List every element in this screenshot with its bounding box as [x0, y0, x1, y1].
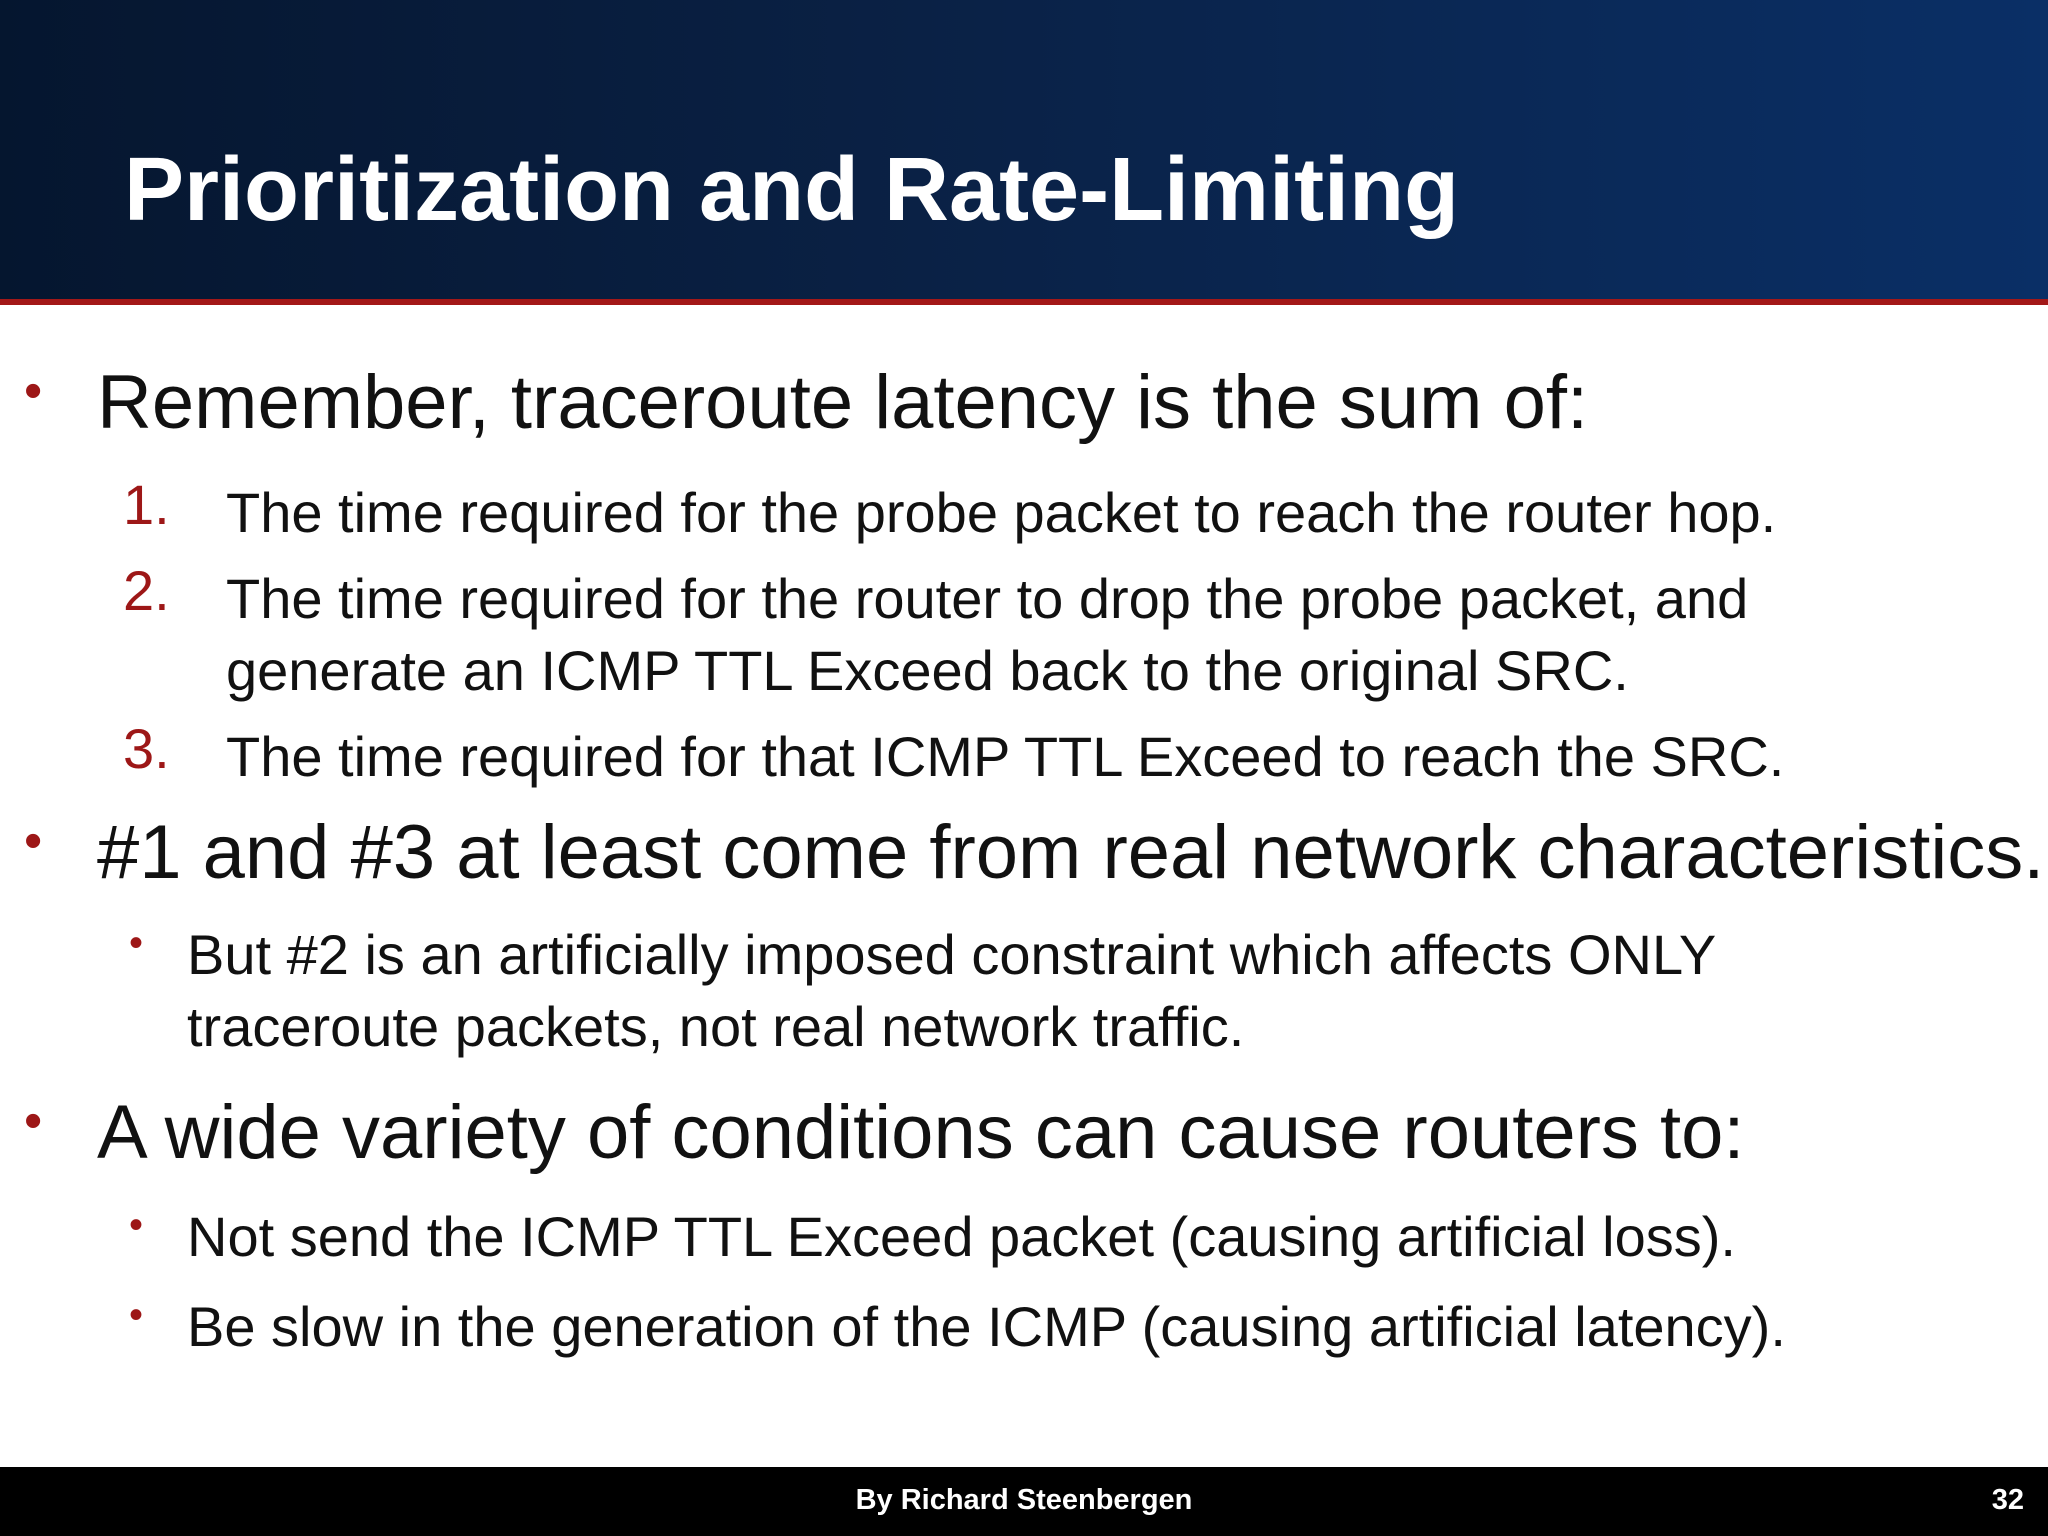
- item-text-line2: generate an ICMP TTL Exceed back to the original SRC.: [226, 638, 1629, 702]
- bullet-router-conditions: [24, 1090, 1745, 1175]
- item-text: The time required for that ICMP TTL Exceed to reach the SRC.: [226, 725, 1785, 788]
- bullet-real-network: [24, 810, 2045, 895]
- bullet-text: #1 and #3 at least come from real network characteristics.: [97, 810, 2045, 895]
- sub-bullet-artificial-constraint: [129, 919, 1717, 1062]
- item-text: [226, 563, 1748, 706]
- bullet-traceroute-latency: [24, 360, 1589, 445]
- numbered-item-1: [123, 473, 1777, 549]
- bullet-text: A wide variety of conditions can cause routers to:: [97, 1090, 1745, 1175]
- slide-title: Prioritization and Rate-Limiting: [124, 140, 1460, 240]
- numbered-item-2: [123, 559, 1749, 706]
- item-text-line1: The time required for the router to drop the probe packet, and: [226, 567, 1749, 630]
- bullet-marker: •: [24, 1092, 43, 1150]
- sub-bullet-text: [187, 919, 1716, 1062]
- sub-bullet-text-line2: traceroute packets, not real network traffic.: [187, 994, 1245, 1058]
- bullet-text: Remember, traceroute latency is the sum of:: [97, 360, 1589, 445]
- sub-bullet-marker: •: [129, 921, 144, 965]
- bullet-marker: •: [24, 362, 43, 420]
- page-number: 32: [1991, 1484, 2024, 1516]
- sub-bullet-text: Not send the ICMP TTL Exceed packet (causing artificial loss).: [187, 1205, 1736, 1268]
- sub-bullet-marker: •: [129, 1293, 144, 1337]
- item-number: 2.: [123, 559, 170, 622]
- sub-bullet-artificial-loss: [129, 1201, 1736, 1273]
- sub-bullet-text-line1: But #2 is an artificially imposed constraint which affects ONLY: [187, 923, 1717, 986]
- sub-bullet-artificial-latency: [129, 1291, 1786, 1363]
- slide-header: [0, 0, 2048, 305]
- item-number: 1.: [123, 473, 170, 536]
- sub-bullet-marker: •: [129, 1203, 144, 1247]
- slide-footer: [0, 1467, 2048, 1536]
- bullet-marker: •: [24, 812, 43, 870]
- item-text: The time required for the probe packet to reach the router hop.: [226, 481, 1777, 544]
- numbered-item-3: [123, 717, 1785, 793]
- footer-author: By Richard Steenbergen: [855, 1484, 1193, 1516]
- item-number: 3.: [123, 717, 170, 780]
- sub-bullet-text: Be slow in the generation of the ICMP (causing artificial latency).: [187, 1295, 1786, 1358]
